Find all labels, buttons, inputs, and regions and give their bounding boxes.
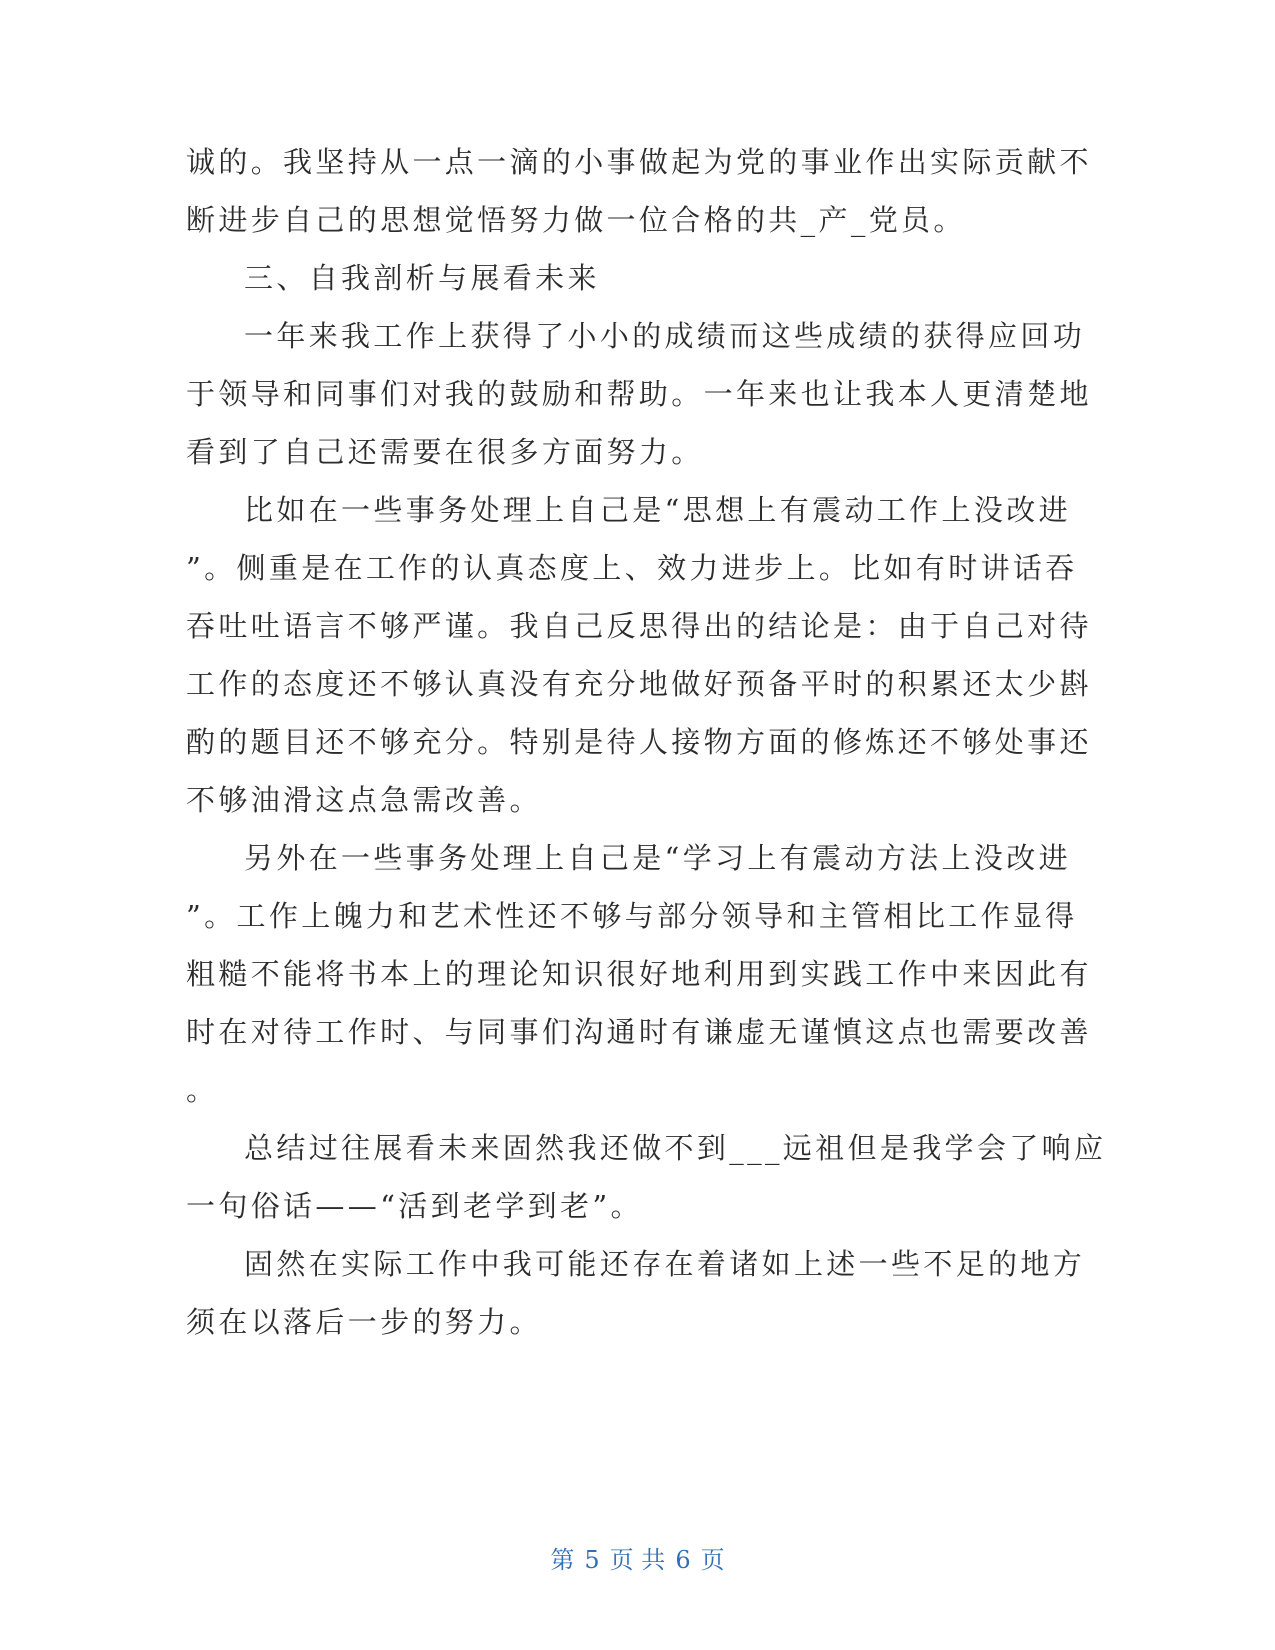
text-line: 看到了自己还需要在很多方面努力。 [186,435,704,469]
section-heading: 三、自我剖析与展看未来 [244,261,600,295]
footer-suffix: 页 [700,1546,725,1574]
text-line: 一年来我工作上获得了小小的成绩而这些成绩的获得应回功 [244,319,1086,353]
text-line: 诚的。我坚持从一点一滴的小事做起为党的事业作出实际贡献不 [186,145,1092,179]
text-line: 固然在实际工作中我可能还存在着诸如上述一些不足的地方 [244,1247,1086,1281]
text-line: 。 [186,1073,219,1107]
text-line: 断进步自己的思想觉悟努力做一位合格的共_产_党员。 [186,203,966,237]
footer-prefix: 第 [550,1546,575,1574]
text-line: 总结过往展看未来固然我还做不到___远祖但是我学会了响应 [244,1131,1107,1165]
text-line: 一句俗话——“活到老学到老”。 [186,1189,643,1223]
text-line: 粗糙不能将书本上的理论知识很好地利用到实践工作中来因此有 [186,957,1092,991]
text-line: 酌的题目还不够充分。特别是待人接物方面的修炼还不够处事还 [186,725,1092,759]
footer-middle: 页 共 [609,1546,666,1574]
text-line: 须在以落后一步的努力。 [186,1305,542,1339]
text-line: 不够油滑这点急需改善。 [186,783,542,817]
current-page-number: 5 [584,1546,600,1574]
text-line: ”。工作上魄力和艺术性还不够与部分领导和主管相比工作显得 [186,899,1078,933]
text-line: ”。侧重是在工作的认真态度上、效力进步上。比如有时讲话吞 [186,551,1078,585]
text-line: 吞吐吐语言不够严谨。我自己反思得出的结论是：由于自己对待 [186,609,1092,643]
page-footer [0,1544,1275,1576]
text-line: 于领导和同事们对我的鼓励和帮助。一年来也让我本人更清楚地 [186,377,1092,411]
text-line: 时在对待工作时、与同事们沟通时有谦虚无谨慎这点也需要改善 [186,1015,1092,1049]
text-line: 比如在一些事务处理上自己是“思想上有震动工作上没改进 [244,493,1071,527]
text-line: 另外在一些事务处理上自己是“学习上有震动方法上没改进 [244,841,1071,875]
text-line: 工作的态度还不够认真没有充分地做好预备平时的积累还太少斟 [186,667,1092,701]
total-pages-number: 6 [675,1546,691,1574]
